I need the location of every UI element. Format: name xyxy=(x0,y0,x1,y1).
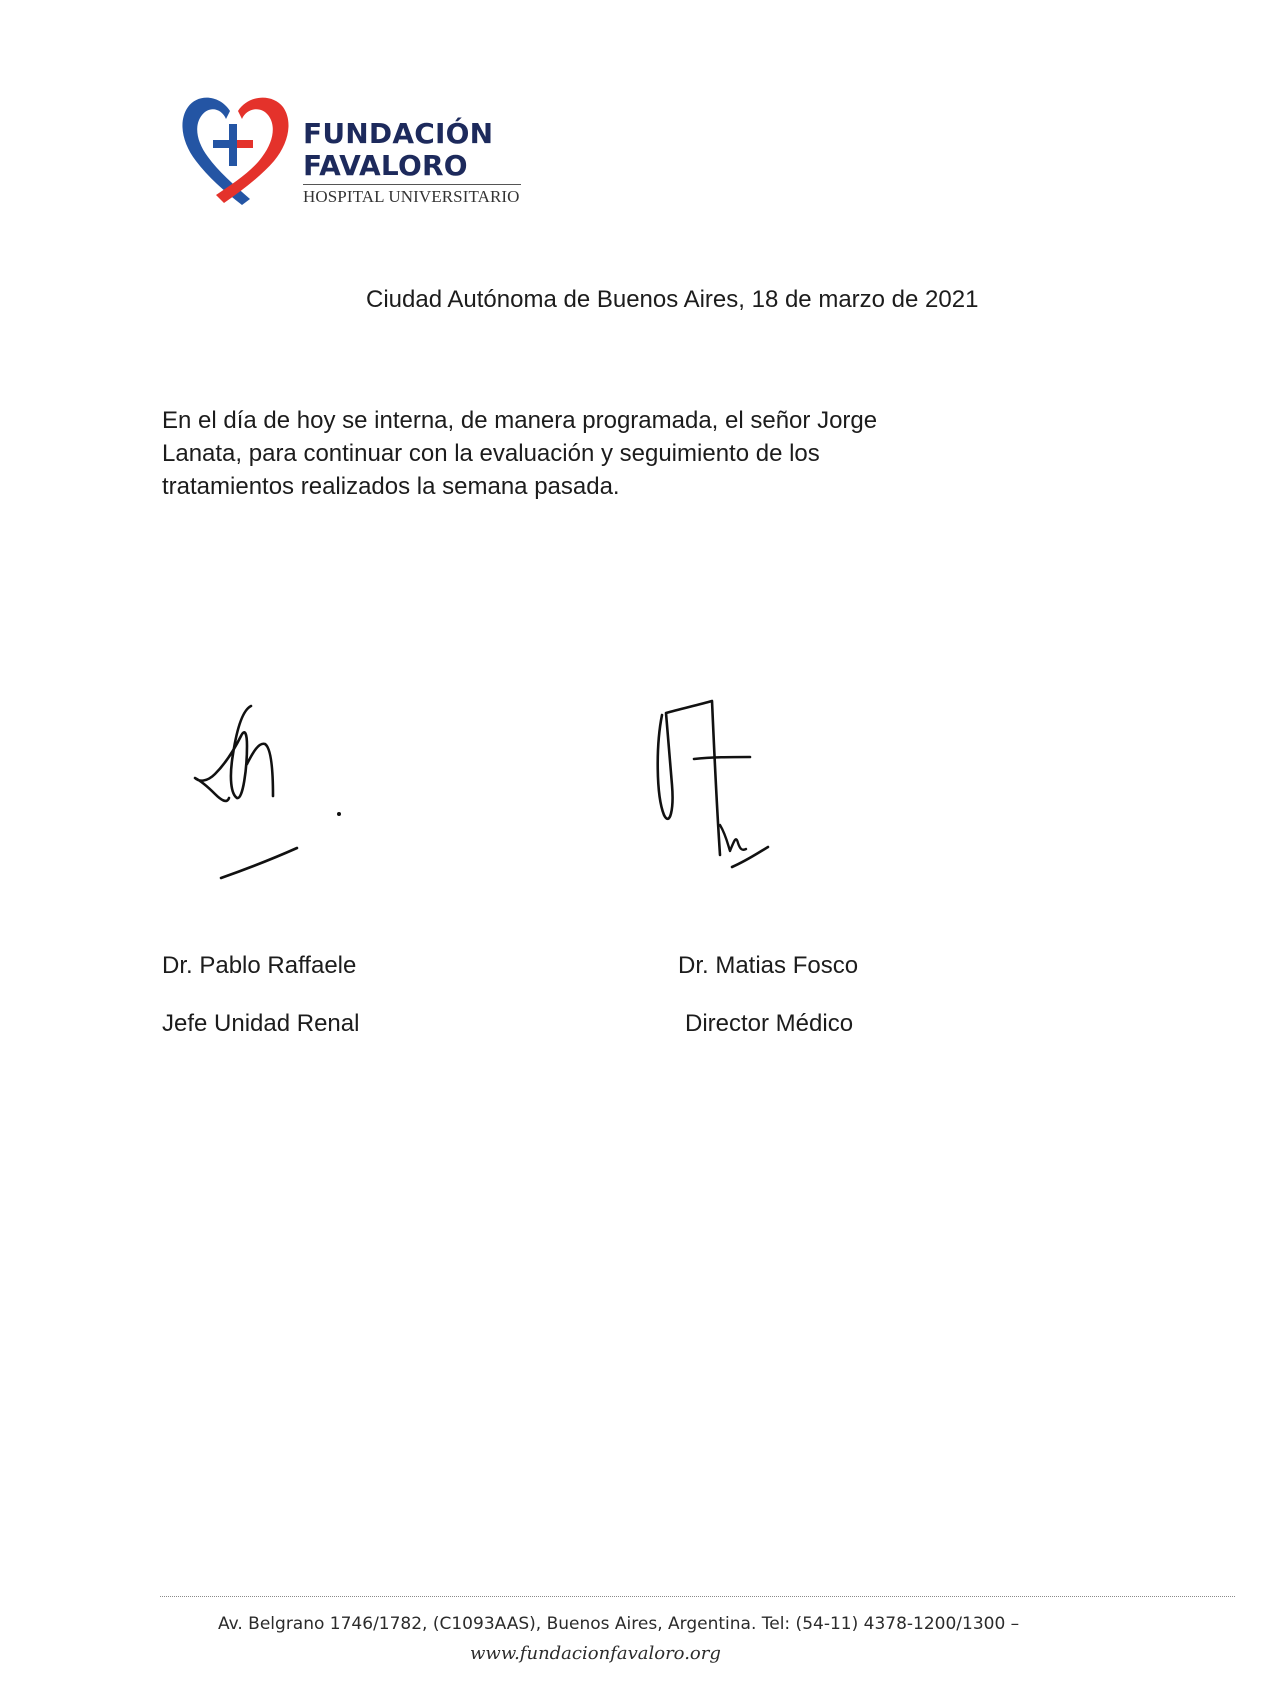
signer-title-left: Jefe Unidad Renal xyxy=(162,1010,360,1037)
org-name-line1: FUNDACIÓN xyxy=(303,117,494,150)
org-subtitle: HOSPITAL UNIVERSITARIO xyxy=(303,187,520,206)
body-line: En el día de hoy se interna, de manera programada, el señor Jorge xyxy=(162,407,878,434)
org-divider xyxy=(303,184,521,185)
footer-address: Av. Belgrano 1746/1782, (C1093AAS), Buenos Aires, Argentina. Tel: (54-11) 4378-1200/1300 – xyxy=(218,1614,1020,1634)
footer-website: www.fundacionfavaloro.org xyxy=(470,1643,721,1664)
signature-fosco xyxy=(650,685,780,885)
footer-divider xyxy=(160,1596,1235,1597)
organization-name xyxy=(303,118,543,207)
body-line: tratamientos realizados la semana pasada. xyxy=(162,473,620,500)
body-line: Lanata, para continuar con la evaluación y seguimiento de los xyxy=(162,440,820,467)
signer-name-left: Dr. Pablo Raffaele xyxy=(162,952,357,979)
signer-name-right: Dr. Matias Fosco xyxy=(678,952,859,979)
letter-body xyxy=(162,404,962,503)
date-line: Ciudad Autónoma de Buenos Aires, 18 de marzo de 2021 xyxy=(366,286,979,313)
signer-title-right: Director Médico xyxy=(685,1010,854,1037)
letterhead xyxy=(180,88,540,218)
heart-cross-logo-icon xyxy=(180,91,292,209)
signature-raffaele xyxy=(185,698,355,888)
org-name-line2: FAVALORO xyxy=(303,149,468,182)
